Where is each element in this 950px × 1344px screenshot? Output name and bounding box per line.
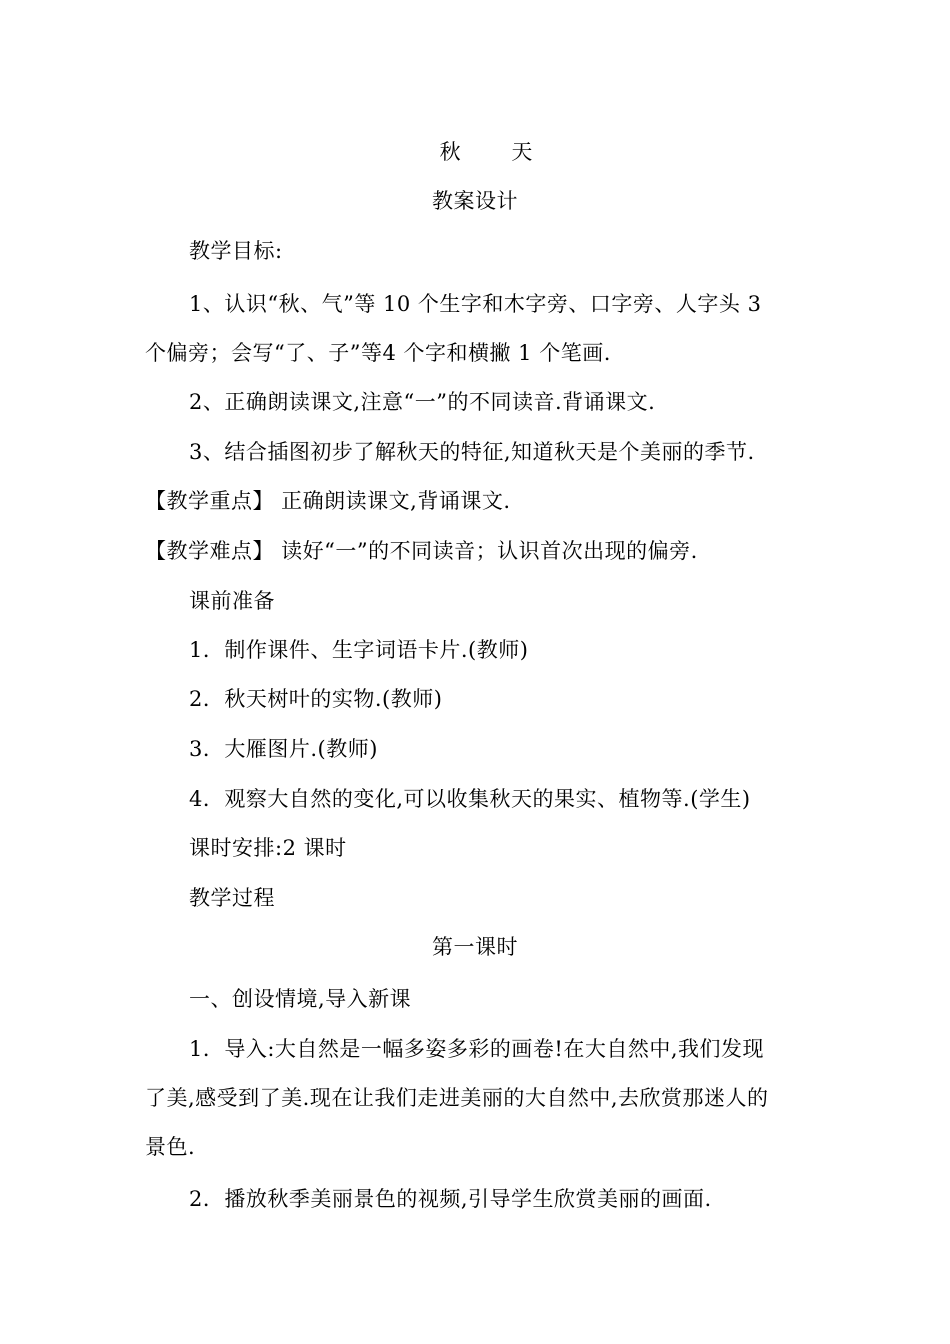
document-title: 秋 天: [439, 140, 555, 164]
preparation-item-4: 4．观察大自然的变化,可以收集秋天的果实、植物等.(学生): [189, 787, 751, 811]
preparation-item-3: 3．大雁图片.(教师): [189, 737, 378, 761]
objective-1-line-2: 个偏旁；会写“了、子”等4 个字和横撇 1 个笔画.: [145, 341, 611, 365]
lesson-1-heading: 第一课时: [432, 935, 518, 959]
objective-3: 3、结合插图初步了解秋天的特征,知道秋天是个美丽的季节.: [189, 440, 755, 464]
preparation-item-1: 1．制作课件、生字词语卡片.(教师): [189, 638, 529, 662]
preparation-item-2: 2．秋天树叶的实物.(教师): [189, 687, 443, 711]
section-1-heading: 一、创设情境,导入新课: [189, 987, 412, 1011]
objectives-heading: 教学目标:: [189, 239, 283, 263]
process-heading: 教学过程: [189, 886, 275, 910]
step-1-line-1: 1．导入:大自然是一幅多姿多彩的画卷!在大自然中,我们发现: [189, 1037, 765, 1061]
objective-1-line-1: 1、认识“秋、气”等 10 个生字和木字旁、口字旁、人字头 3: [189, 292, 762, 316]
objective-2: 2、正确朗读课文,注意“一”的不同读音.背诵课文.: [189, 390, 656, 414]
key-point: 【教学重点】 正确朗读课文,背诵课文.: [145, 489, 511, 513]
difficult-point: 【教学难点】 读好“一”的不同读音；认识首次出现的偏旁.: [145, 539, 698, 563]
step-2: 2．播放秋季美丽景色的视频,引导学生欣赏美丽的画面.: [189, 1187, 712, 1211]
lesson-schedule: 课时安排:2 课时: [189, 836, 347, 860]
step-1-line-2: 了美,感受到了美.现在让我们走进美丽的大自然中,去欣赏那迷人的: [145, 1086, 769, 1110]
preparation-heading: 课前准备: [189, 589, 275, 613]
document-subtitle: 教案设计: [432, 189, 518, 213]
step-1-line-3: 景色.: [145, 1135, 196, 1159]
